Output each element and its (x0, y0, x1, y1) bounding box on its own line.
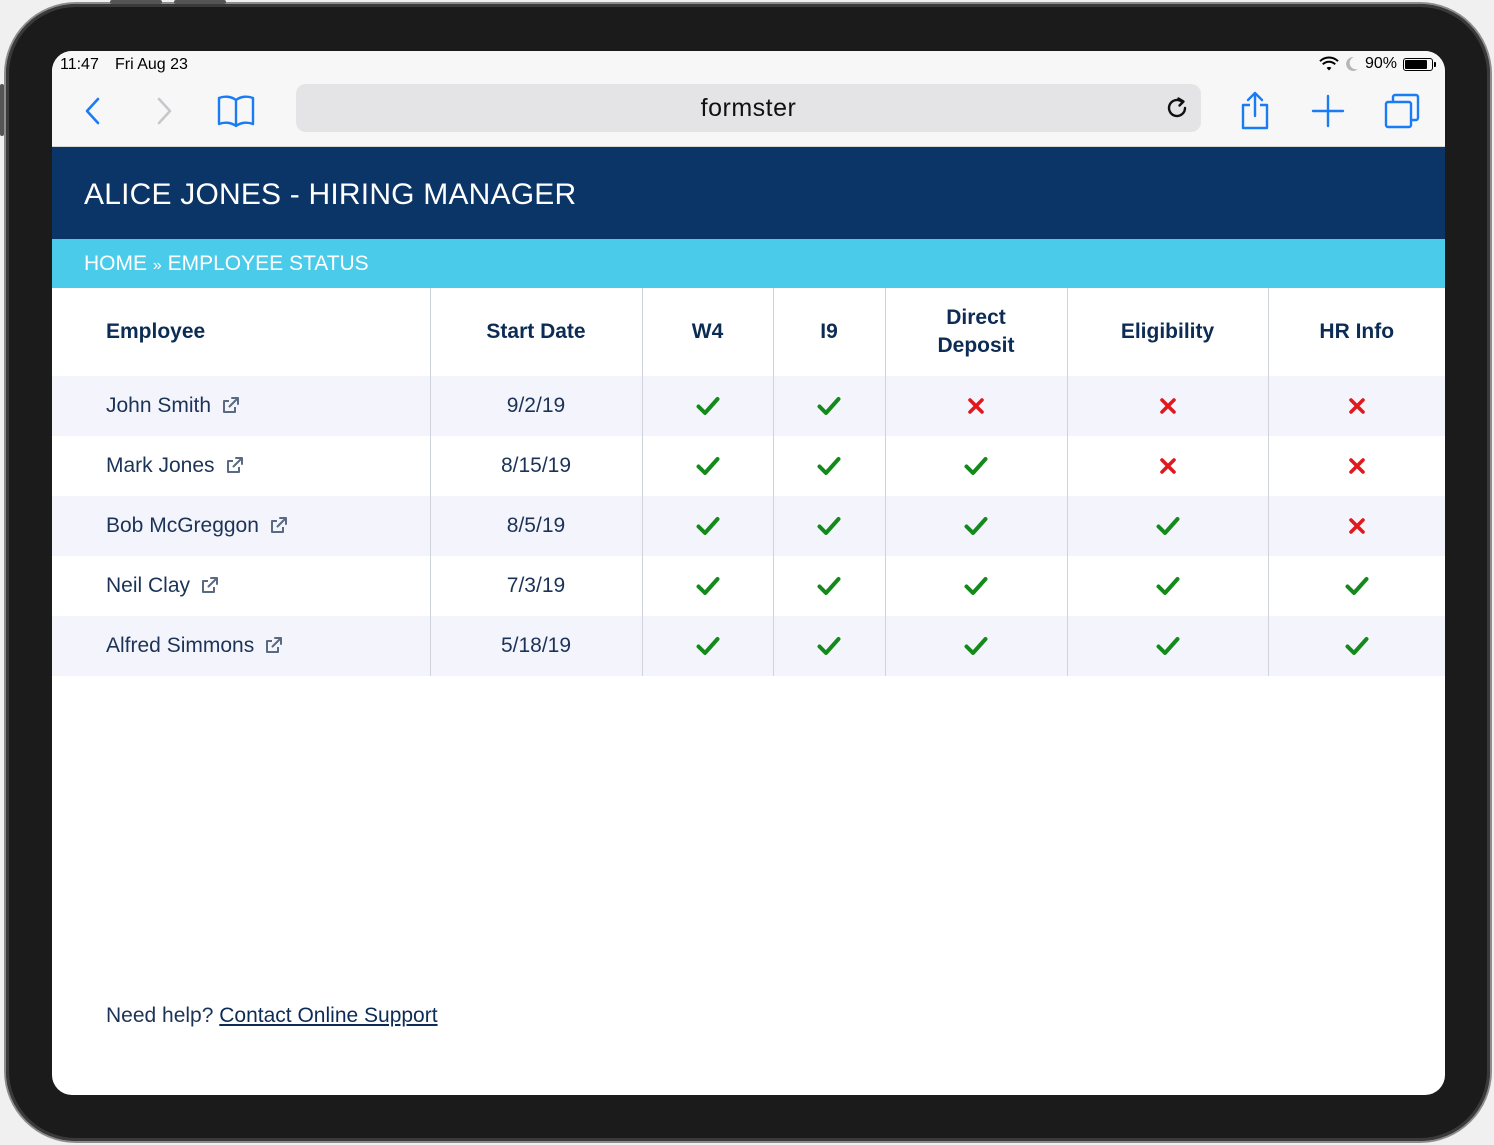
column-header-i9: I9 (773, 288, 885, 376)
plus-icon (1311, 94, 1345, 128)
employee-name-link[interactable]: Neil Clay (106, 574, 191, 597)
i9-status-cell (773, 616, 885, 676)
hr-info-status-cell (1268, 616, 1445, 676)
browser-toolbar (52, 79, 1445, 147)
start-date-cell: 8/5/19 (430, 496, 642, 556)
help-text: Need help? (106, 1004, 214, 1027)
employee-cell (52, 616, 430, 676)
direct-deposit-status-cell (885, 616, 1067, 676)
breadcrumb-home-link[interactable]: HOME (84, 252, 147, 275)
column-header-employee: Employee (106, 320, 206, 343)
table-row (52, 496, 1445, 556)
hr-info-status-cell (1268, 496, 1445, 556)
eligibility-status-cell (1067, 376, 1268, 436)
table-row (52, 436, 1445, 496)
battery-icon (1403, 58, 1433, 71)
column-header-start-date: Start Date (430, 288, 642, 376)
employee-name-link[interactable]: Mark Jones (106, 454, 215, 477)
column-header-eligibility: Eligibility (1067, 288, 1268, 376)
table-header-row (52, 288, 1445, 376)
direct-deposit-status-cell (885, 436, 1067, 496)
w4-status-cell (642, 436, 773, 496)
forward-button[interactable] (142, 89, 186, 133)
breadcrumb-separator: » (152, 257, 162, 274)
w4-status-cell (642, 556, 773, 616)
cross-icon (1159, 397, 1177, 415)
check-icon (964, 516, 988, 536)
tabs-icon (1384, 93, 1420, 129)
status-date: Fri Aug 23 (115, 56, 188, 73)
external-link-icon[interactable] (264, 635, 284, 655)
hr-info-status-cell (1268, 436, 1445, 496)
start-date-cell: 9/2/19 (430, 376, 642, 436)
moon-icon (1345, 56, 1359, 72)
check-icon (964, 576, 988, 596)
check-icon (817, 516, 841, 536)
screen (52, 51, 1445, 1095)
app-header (52, 147, 1445, 239)
chevron-left-icon (84, 96, 102, 126)
hr-info-status-cell (1268, 556, 1445, 616)
i9-status-cell (773, 496, 885, 556)
cross-icon (1348, 517, 1366, 535)
table-row (52, 616, 1445, 676)
hr-info-status-cell (1268, 376, 1445, 436)
chevron-right-icon (155, 96, 173, 126)
share-icon (1239, 91, 1271, 131)
help-footer (106, 1004, 438, 1028)
direct-deposit-status-cell (885, 556, 1067, 616)
start-date-cell: 8/15/19 (430, 436, 642, 496)
external-link-icon[interactable] (200, 575, 220, 595)
check-icon (817, 456, 841, 476)
direct-deposit-status-cell (885, 496, 1067, 556)
address-bar[interactable] (296, 84, 1201, 132)
status-time: 11:47 (60, 56, 99, 73)
w4-status-cell (642, 616, 773, 676)
employee-name-link[interactable]: Alfred Simmons (106, 634, 255, 657)
tabs-button[interactable] (1380, 89, 1424, 133)
check-icon (817, 636, 841, 656)
external-link-icon[interactable] (269, 515, 289, 535)
check-icon (1156, 576, 1180, 596)
employee-status-table (52, 288, 1445, 676)
back-button[interactable] (71, 89, 115, 133)
cross-icon (967, 397, 985, 415)
i9-status-cell (773, 376, 885, 436)
check-icon (1345, 576, 1369, 596)
contact-support-link[interactable]: Contact Online Support (219, 1004, 438, 1027)
column-header-direct-deposit: Direct Deposit (885, 288, 1067, 376)
start-date-cell: 5/18/19 (430, 616, 642, 676)
check-icon (696, 456, 720, 476)
eligibility-status-cell (1067, 496, 1268, 556)
employee-name-link[interactable]: Bob McGreggon (106, 514, 259, 537)
employee-name-link[interactable]: John Smith (106, 394, 212, 417)
start-date-cell: 7/3/19 (430, 556, 642, 616)
employee-cell (52, 376, 430, 436)
breadcrumb-current: EMPLOYEE STATUS (167, 252, 369, 275)
table-row (52, 376, 1445, 436)
hardware-button (0, 84, 4, 136)
column-header-hr-info: HR Info (1268, 288, 1445, 376)
employee-cell (52, 436, 430, 496)
employee-cell (52, 496, 430, 556)
external-link-icon[interactable] (221, 395, 241, 415)
status-indicators (1319, 55, 1433, 73)
check-icon (696, 396, 720, 416)
check-icon (696, 516, 720, 536)
cross-icon (1348, 397, 1366, 415)
check-icon (964, 456, 988, 476)
eligibility-status-cell (1067, 616, 1268, 676)
direct-deposit-status-cell (885, 376, 1067, 436)
eligibility-status-cell (1067, 556, 1268, 616)
external-link-icon[interactable] (225, 455, 245, 475)
new-tab-button[interactable] (1306, 89, 1350, 133)
breadcrumb (52, 239, 1445, 288)
breadcrumb-trail (84, 252, 369, 276)
url-text: formster (700, 93, 797, 122)
check-icon (964, 636, 988, 656)
w4-status-cell (642, 376, 773, 436)
check-icon (1345, 636, 1369, 656)
i9-status-cell (773, 436, 885, 496)
check-icon (817, 396, 841, 416)
eligibility-status-cell (1067, 436, 1268, 496)
share-button[interactable] (1233, 89, 1277, 133)
wifi-icon (1319, 56, 1339, 72)
check-icon (696, 636, 720, 656)
w4-status-cell (642, 496, 773, 556)
column-header-w4: W4 (642, 288, 773, 376)
check-icon (1156, 636, 1180, 656)
battery-percent: 90% (1364, 55, 1397, 72)
volume-up-button (110, 0, 162, 4)
check-icon (817, 576, 841, 596)
book-icon (217, 94, 255, 128)
check-icon (1156, 516, 1180, 536)
volume-down-button (174, 0, 226, 4)
page-title: ALICE JONES - HIRING MANAGER (84, 178, 577, 211)
bookmarks-button[interactable] (214, 89, 258, 133)
table-row (52, 556, 1445, 616)
check-icon (696, 576, 720, 596)
i9-status-cell (773, 556, 885, 616)
status-bar (52, 51, 1445, 79)
employee-cell (52, 556, 430, 616)
cross-icon (1159, 457, 1177, 475)
reload-icon[interactable] (1163, 94, 1191, 122)
cross-icon (1348, 457, 1366, 475)
